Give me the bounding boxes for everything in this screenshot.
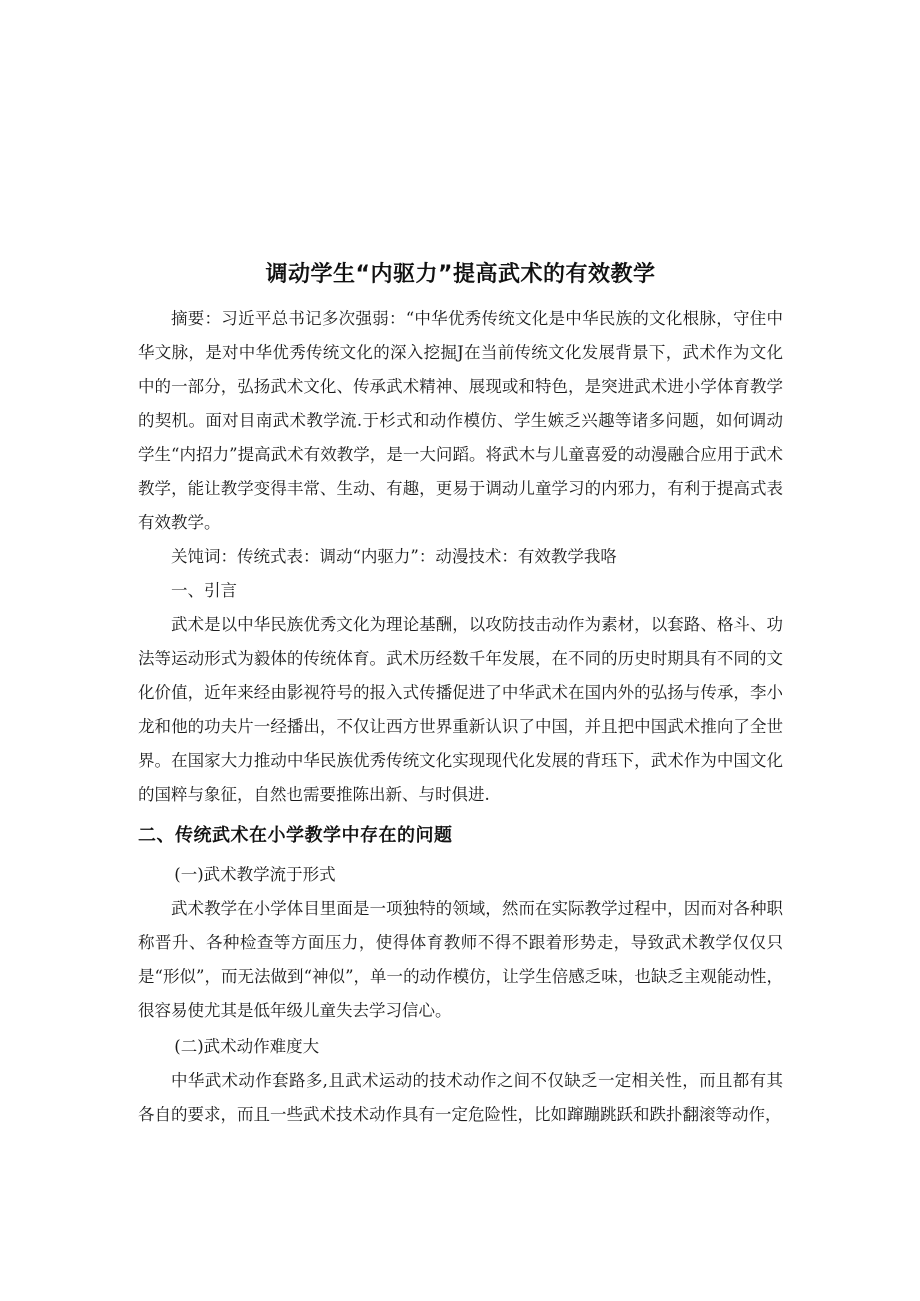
document-title: 调动学生“内驱力”提高武术的有效教学 [265, 262, 656, 287]
subsection-heading-formality: (一)武术教学流于形式 [174, 865, 336, 884]
introduction-paragraph: 武术是以中华民族优秀文化为理论基酬，以攻防技击动作为素材，以套路、格斗、功法等运动形式为毅体的传统体育。武术历经数千年发展，在不同的历史时期具有不同的文化价值，近年来经由影视符号的报入式传播促进了中华武术在国内外的弘扬与传承，李小龙和他的功夫片一经播出，不仅让西方世界重新认识了中国，并且把中国武术推向了全世界。在国家大力推动中华民族优秀传统文化实现现代化发展的背珏下，武术作为中国文化的国粹与象征，自然也需要推陈出新、与时俱进. [138, 615, 783, 804]
document-page [138, 258, 783, 1132]
difficulty-paragraph: 中华武术动作套路多,且武术运动的技术动作之间不仅缺乏一定相关性，而且都有其各自的要求，而且一些武术技术动作具有一定危险性，比如蹿蹦跳跃和跌扑翻滚等动作， [138, 1071, 783, 1124]
formality-paragraph: 武术教学在小学体目里面是一项独特的领域，然而在实际教学过程中，因而对各种职称晋升、各种检查等方面压力，使得体育教师不得不跟着形势走，导致武术教学仅仅只是“形似”，而无法做到“神似”，单一的动作模仿，让学生倍感乏味，也缺乏主观能动性，很容易使尤其是低年级儿童失去学习信心。 [138, 899, 783, 1020]
abstract-paragraph: 摘要：习近平总书记多次强弱：“中华优秀传统文化是中华民族的文化根脉，守住中华文脉，是对中华优秀传统文化的深入挖掘J在当前传统文化发展背景下，武术作为文化中的一部分，弘扬武术文化、传承武术精神、展现或和特色，是突进武术进小学体育教学的契机。面对目南武术教学流.于杉式和动作模仿、学生嫉乏兴趣等诸多问题，如何调动学生“内招力”提高武术有效教学，是一大问蹈。将武木与儿童喜爱的动漫融合应用于武术教学，能让教学变得丰常、生动、有趣，更易于调动儿童学习的内邪力，有利于提高式表有效教学。 [138, 309, 783, 532]
section-heading-problems: 二、传统武术在小学教学中存在的问题 [138, 825, 453, 846]
section-heading-introduction: 一、引言 [171, 581, 237, 600]
keywords-line: 关饨词：传统式表：调动“内驱力”：动漫技术：有效教学我咯 [171, 547, 617, 566]
subsection-heading-difficulty: (二)武术动作难度大 [174, 1037, 320, 1056]
